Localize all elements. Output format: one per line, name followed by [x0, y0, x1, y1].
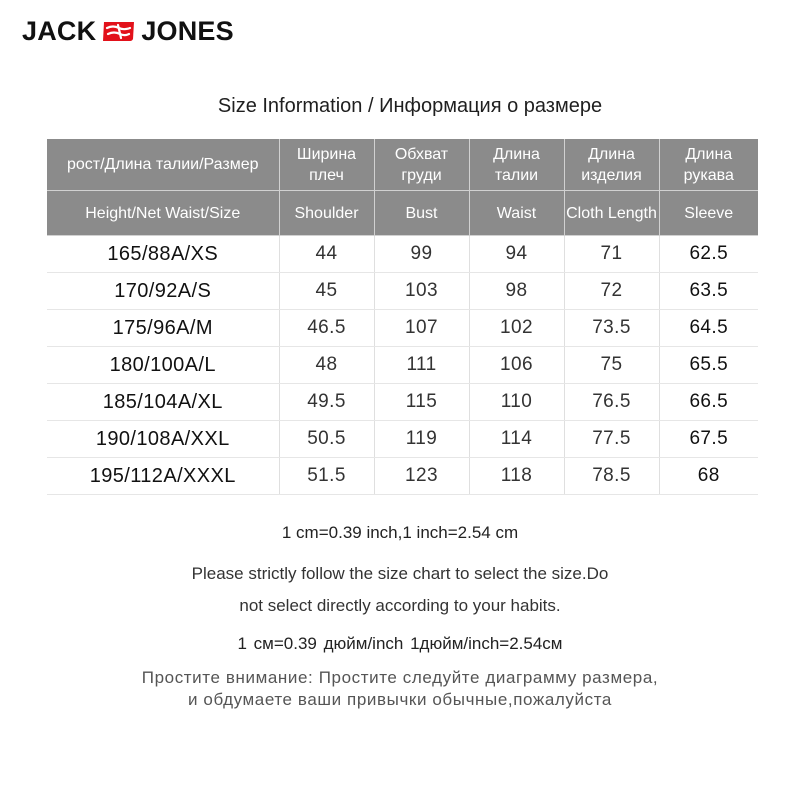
header-en-cloth-length: Cloth Length: [564, 191, 659, 236]
cloth-length-cell: 71: [564, 236, 659, 273]
sleeve-cell: 68: [659, 458, 758, 495]
bust-cell: 115: [374, 384, 469, 421]
shoulder-cell: 44: [279, 236, 374, 273]
sleeve-cell: 65.5: [659, 347, 758, 384]
bust-cell: 123: [374, 458, 469, 495]
shoulder-cell: 46.5: [279, 310, 374, 347]
bust-cell: 107: [374, 310, 469, 347]
sleeve-cell: 67.5: [659, 421, 758, 458]
bust-cell: 103: [374, 273, 469, 310]
shoulder-cell: 50.5: [279, 421, 374, 458]
bust-cell: 119: [374, 421, 469, 458]
waist-cell: 118: [469, 458, 564, 495]
cloth-length-cell: 72: [564, 273, 659, 310]
size-table: [47, 139, 758, 495]
size-cell: 180/100A/L: [47, 347, 279, 384]
cloth-length-cell: 73.5: [564, 310, 659, 347]
waist-cell: 114: [469, 421, 564, 458]
waist-cell: 98: [469, 273, 564, 310]
size-cell: 195/112A/XXXL: [47, 458, 279, 495]
brand-word-jones: JONES: [141, 15, 234, 46]
russian-advice-line-2: и обдумаете ваши привычки обычные,пожалуйста: [188, 690, 612, 709]
shoulder-cell: 49.5: [279, 384, 374, 421]
shoulder-cell: 45: [279, 273, 374, 310]
brand-word-jack: JACK: [22, 15, 97, 46]
jack-jones-flag-icon: [101, 21, 136, 42]
header-ru-sleeve: Длина рукава: [659, 139, 758, 191]
bust-cell: 99: [374, 236, 469, 273]
header-ru-cloth-length: Длина изделия: [564, 139, 659, 191]
header-en-bust: Bust: [374, 191, 469, 236]
waist-cell: 106: [469, 347, 564, 384]
bust-cell: 111: [374, 347, 469, 384]
table-row: [47, 273, 758, 310]
size-cell: 185/104A/XL: [47, 384, 279, 421]
table-row: [47, 310, 758, 347]
size-cell: 165/88A/XS: [47, 236, 279, 273]
table-row: [47, 458, 758, 495]
header-ru-bust: Обхват груди: [374, 139, 469, 191]
brand-logo: [22, 12, 267, 50]
table-row: [47, 384, 758, 421]
header-ru-shoulder: Ширина плеч: [279, 139, 374, 191]
sleeve-cell: 64.5: [659, 310, 758, 347]
header-en-shoulder: Shoulder: [279, 191, 374, 236]
header-ru-height-waist-size: рост/Длина талии/Размер: [47, 139, 279, 191]
table-header-russian: [47, 139, 758, 191]
unit-conversion-note: 1 cm=0.39 inch,1 inch=2.54 cm: [281, 523, 519, 542]
cloth-length-cell: 75: [564, 347, 659, 384]
sleeve-cell: 62.5: [659, 236, 758, 273]
cloth-length-cell: 76.5: [564, 384, 659, 421]
size-advice-line-2: not select directly according to your habits.: [239, 596, 561, 615]
sleeve-cell: 63.5: [659, 273, 758, 310]
table-row: [47, 236, 758, 273]
size-advice-line-1: Please strictly follow the size chart to select the size.Do: [191, 564, 609, 583]
table-row: [47, 347, 758, 384]
header-ru-waist: Длина талии: [469, 139, 564, 191]
waist-cell: 110: [469, 384, 564, 421]
waist-cell: 94: [469, 236, 564, 273]
waist-cell: 102: [469, 310, 564, 347]
cloth-length-cell: 78.5: [564, 458, 659, 495]
sleeve-cell: 66.5: [659, 384, 758, 421]
size-chart: [47, 139, 758, 498]
table-header-english: [47, 191, 758, 236]
size-cell: 190/108A/XXL: [47, 421, 279, 458]
russian-advice-line-1: Простите внимание: Простите следуйте диаграмму размера,: [141, 668, 659, 687]
header-en-waist: Waist: [469, 191, 564, 236]
table-row: [47, 421, 758, 458]
size-information-title: Size Information / Информация о размере: [217, 95, 603, 117]
header-en-height-waist-size: Height/Net Waist/Size: [47, 191, 279, 236]
russian-unit-conversion-note: 1 см=0.39 дюйм/inch 1дюйм/inch=2.54см: [237, 634, 563, 653]
shoulder-cell: 48: [279, 347, 374, 384]
size-cell: 170/92A/S: [47, 273, 279, 310]
size-cell: 175/96A/M: [47, 310, 279, 347]
header-en-sleeve: Sleeve: [659, 191, 758, 236]
cloth-length-cell: 77.5: [564, 421, 659, 458]
shoulder-cell: 51.5: [279, 458, 374, 495]
